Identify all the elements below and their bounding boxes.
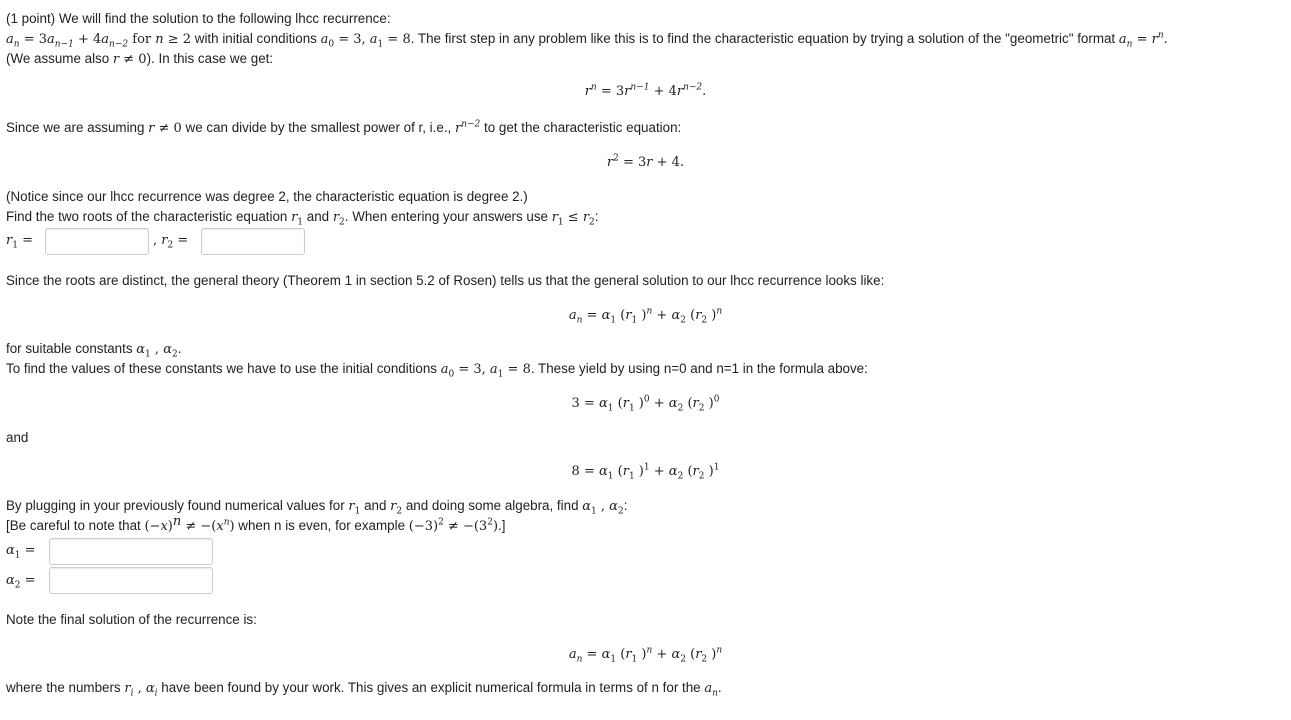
plugging-line: By plugging in your previously found numerical values for $r_1$ and $r_2$ and doing some algebra, find $\alpha_1$ , $\alpha_2$:	[6, 498, 628, 517]
final-solution: $a_n = \alpha_1$ ($r_1$ )$^n + \alpha_2$ ($r_2$ )$^n$	[568, 645, 723, 665]
divide-line: Since we are assuming r ≠ 0 we can divide by the smallest power of r, i.e., $r^{n-2}$ to get the characteristic equation:	[6, 119, 682, 136]
initial-conditions-line: To find the values of these constants we have to use the initial conditions $a_0 = 3$, $a_1 = 8$. These yield by using n=0 and n=1 in the formula above:	[6, 361, 868, 380]
equation-n0: $3 = \alpha_1$ ($r_1$ )$^0 + \alpha_2$ ($r_2$ )$^0$	[571, 394, 720, 414]
find-roots-line: Find the two roots of the characteristic equation $r_1$ and $r_2$. When entering your answers use $r_1 \le r_2$:	[6, 209, 599, 228]
and-text: and	[6, 430, 29, 445]
r2-label: , $r_2$ =	[153, 233, 189, 251]
assumption-line: (We assume also r ≠ 0). In this case we get:	[6, 51, 274, 67]
equation-geometric: $r^n = 3r^{n-1} + 4r^{n-2}$.	[584, 82, 707, 99]
where-line: where the numbers $r_i$ , $\alpha_i$ have been found by your work. This gives an explicit numerical formula in terms of n for the $a_n$.	[6, 680, 722, 699]
r1-input[interactable]	[45, 228, 149, 255]
final-solution-note: Note the final solution of the recurrence is:	[6, 612, 257, 627]
general-solution: $a_n = \alpha_1$ ($r_1$ )$^n + \alpha_2$ ($r_2$ )$^n$	[568, 306, 723, 326]
r2-input[interactable]	[201, 228, 305, 255]
recurrence-line: $a_n = 3a_{n-1} + 4a_{n-2}$ for n ≥ 2 with initial conditions $a_0 = 3$, $a_1 = 8$. The first step in any problem like this is to find the characteristic equation by trying a solution of the "geometric" format $a_n = r^n$.	[6, 30, 1168, 50]
alpha1-label: $\alpha_1$ =	[6, 543, 36, 561]
alpha2-label: $\alpha_2$ =	[6, 573, 36, 591]
distinct-roots-line: Since the roots are distinct, the general theory (Theorem 1 in section 5.2 of Rosen) tells us that the general solution to our lhcc recurrence looks like:	[6, 273, 885, 288]
equation-n1: $8 = \alpha_1$ ($r_1$ )$^1 + \alpha_2$ ($r_2$ )$^1$	[571, 462, 720, 482]
problem-intro: (1 point) We will find the solution to the following lhcc recurrence:	[6, 11, 391, 26]
alpha1-input[interactable]	[49, 538, 213, 565]
r1-label: $r_1$ =	[6, 233, 33, 251]
careful-note: [Be careful to note that $(-x)^n \ne -(x^n)$ when n is even, for example $(-3)^2 \ne -(3^2)$.]	[6, 513, 506, 534]
notice-line: (Notice since our lhcc recurrence was degree 2, the characteristic equation is degree 2.)	[6, 189, 528, 204]
alpha2-input[interactable]	[49, 567, 213, 594]
constants-line: for suitable constants $\alpha_1$ , $\alpha_2$.	[6, 341, 182, 360]
characteristic-equation: $r^2 = 3r + 4$.	[606, 153, 685, 170]
